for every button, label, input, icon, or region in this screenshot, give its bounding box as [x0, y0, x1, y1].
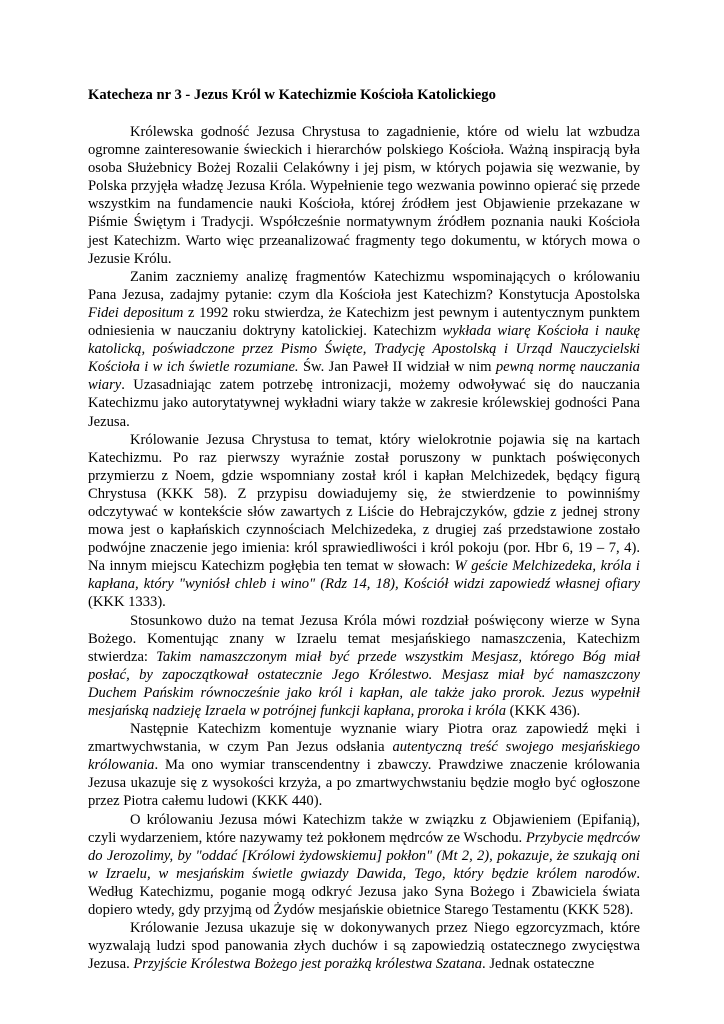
document-page: [88, 86, 640, 973]
text-run: (KKK 1333).: [88, 594, 166, 611]
italic-quote: Przybycie mędrców do Jerozolimy, by "oddać [Królowi żydowskiemu] pokłon" (Mt 2, 2), pokazuje, że szukają oni w Izraelu, w mesjańskim świetle gwiazdy Dawida, Tego, który będzie królem narodów: [88, 829, 640, 882]
text-run: . Uzasadniając zatem potrzebę intronizacji, możemy odwoływać się do nauczania Katechizmu jako autorytatywnej wykładni wiary także w zakresie królewskiej godności Pana Jezusa.: [88, 377, 640, 430]
document-body: [88, 123, 640, 973]
italic-quote: Przyjście Królestwa Bożego jest porażką królestwa Szatana: [133, 956, 483, 973]
paragraph-1: [88, 123, 640, 268]
italic-quote: Fidei depositum: [88, 304, 184, 321]
text-run: . Ma ono wymiar transcendentny i zbawczy. Prawdziwe znaczenie królowania Jezusa ukazuje się z wysokości krzyża, a po zmartwychwstaniu będzie mogło być ogłoszone przez Piotra całemu ludowi (KKK 440).: [88, 757, 640, 810]
text-run: Królowanie Jezusa ukazuje się w dokonywanych przez Niego egzorcyzmach, które wyzwalają ludzi spod panowania złych duchów i są zapowiedzią ostatecznego zwycięstwa Jezusa.: [88, 920, 640, 973]
text-run: . Jednak ostateczne: [482, 956, 595, 973]
paragraph-2: [88, 268, 640, 431]
paragraph-7: [88, 919, 640, 973]
text-run: Stosunkowo dużo na temat Jezusa Króla mówi rozdział poświęcony wierze w Syna Bożego. Komentując znany w Izraelu temat mesjańskiego namaszczenia, Katechizm stwierdza:: [88, 612, 640, 665]
italic-quote: wykłada wiarę Kościoła i naukę katolicką, poświadczone przez Pismo Święte, Tradycję Apostolską i Urząd Nauczycielski Kościoła i w ich świetle rozumiane.: [88, 323, 640, 376]
text-run: . Według Katechizmu, poganie mogą odkryć Jezusa jako Syna Bożego i Zbawiciela świata dopiero wtedy, gdy przyjmą od Żydów mesjańskie obietnice Starego Testamentu (KKK 528).: [88, 865, 640, 919]
paragraph-3: [88, 431, 640, 612]
paragraph-6: [88, 811, 640, 920]
italic-quote: Takim namaszczonym miał być przede wszystkim Mesjasz, którego Bóg miał posłać, by zapoczątkował ostatecznie Jego Królestwo. Mesjasz miał być namaszczony Duchem Pańskim równocześnie jako król i kapłan, ale także jako prorok. Jezus wypełnił mesjańską nadzieję Izraela w potrójnej funkcji kapłana, proroka i króla: [88, 648, 640, 719]
text-run: Św. Jan Paweł II widział w nim: [298, 359, 496, 376]
text-run: O królowaniu Jezusa mówi Katechizm także w związku z Objawieniem (Epifanią), czyli wydarzeniem, które nazywamy też pokłonem mędrców ze Wschodu.: [88, 811, 640, 846]
italic-quote: autentyczną treść swojego mesjańskiego królowania: [88, 739, 640, 774]
text-run: Królewska godność Jezusa Chrystusa to zagadnienie, które od wielu lat wzbudza ogromne zainteresowanie świeckich i hierarchów polskiego Kościoła. Ważną inspiracją była osoba Służebnicy Bożej Rozalii Celakówny i jej pism, w których pojawia się wezwanie, by Polska przyjęła władzę Jezusa Króla. Wypełnienie tego wezwania powinno opierać się przede wszystkim na fundamencie nauki Kościoła, której źródłem jest Objawienie przekazane w Piśmie Świętym i Tradycji. Współcześnie normatywnym źródłem poznania nauki Kościoła jest Katechizm. Warto więc przeanalizować fragmenty tego dokumentu, w których mowa o Jezusie Królu.: [88, 124, 640, 267]
text-run: Zanim zaczniemy analizę fragmentów Katechizmu wspominających o królowaniu Pana Jezusa, zadajmy pytanie: czym dla Kościoła jest Katechizm? Konstytucja Apostolska: [88, 268, 640, 303]
document-title: Katecheza nr 3 - Jezus Król w Katechizmie Kościoła Katolickiego: [88, 87, 496, 103]
paragraph-5: [88, 720, 640, 810]
paragraph-4: [88, 612, 640, 721]
text-run: Królowanie Jezusa Chrystusa to temat, który wielokrotnie pojawia się na kartach Katechizmu. Po raz pierwszy wyraźnie został poruszony w punktach poświęconych przymierzu z Noem, gdzie wspomniany został król i kapłan Melchizedek, będący figurą Chrystusa (KKK 58). Z przypisu dowiadujemy się, że stwierdzenie to powinniśmy odczytywać w kontekście słów zawartych z Liście do Hebrajczyków, gdzie z jednej strony mowa jest o kapłańskich czynnościach Melchizedeka, z drugiej zaś przedstawione zostało podwójne znaczenie jego imienia: król sprawiedliwości i król pokoju (por. Hbr 6, 19 – 7, 4). Na innym miejscu Katechizm pogłębia ten temat w słowach:: [88, 431, 640, 575]
italic-quote: pewną normę nauczania wiary: [88, 359, 640, 394]
text-run: z 1992 roku stwierdza, że Katechizm jest pewnym i autentycznym punktem odniesienia w nauczaniu doktryny katolickiej. Katechizm: [88, 304, 640, 340]
text-run: (KKK 436).: [506, 703, 581, 719]
italic-quote: W geście Melchizedeka, króla i kapłana, który "wyniósł chleb i wino" (Rdz 14, 18), Kościół widzi zapowiedź własnej ofiary: [88, 558, 640, 593]
text-run: Następnie Katechizm komentuje wyznanie wiary Piotra oraz zapowiedź męki i zmartwychwstania, w czym Pan Jezus odsłania: [88, 721, 640, 756]
